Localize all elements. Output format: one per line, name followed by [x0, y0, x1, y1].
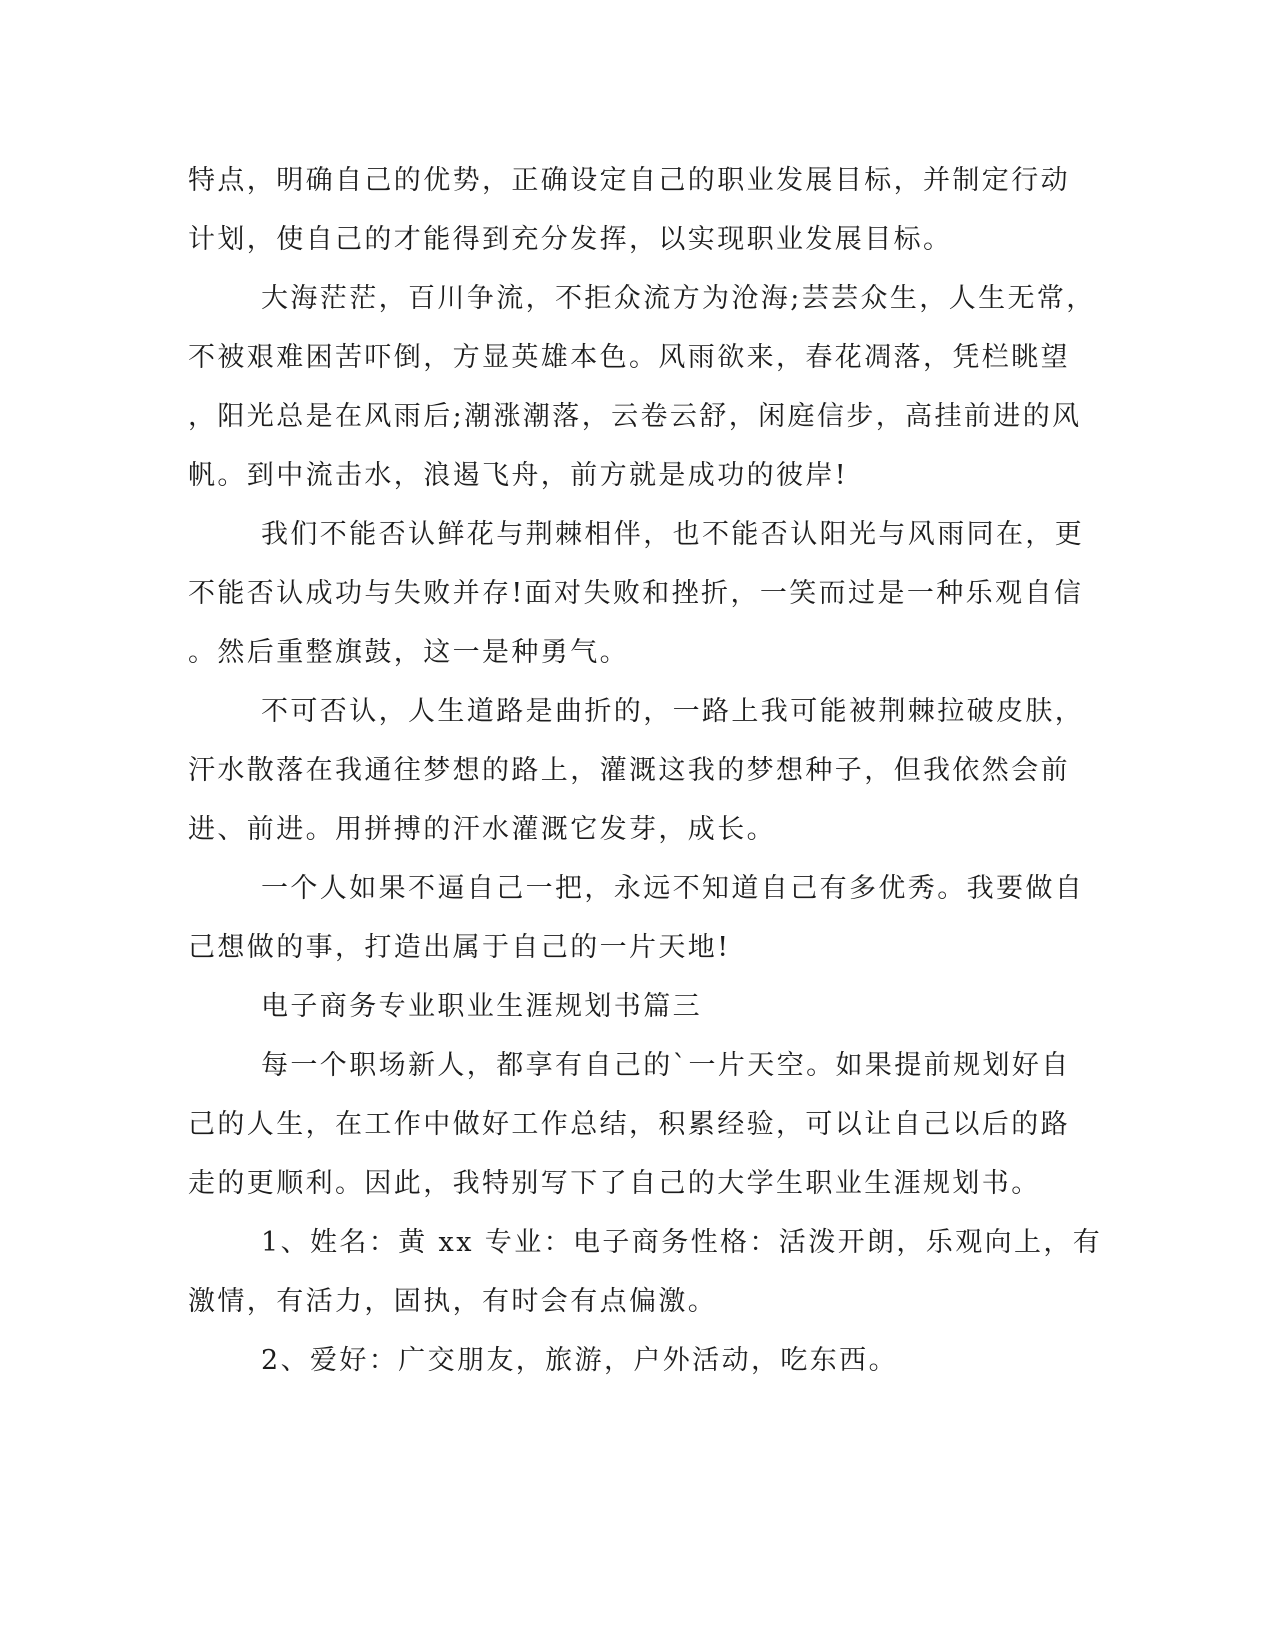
- paragraph-first-line: 我们不能否认鲜花与荆棘相伴，也不能否认阳光与风雨同在，更: [261, 519, 1085, 550]
- list-item-first-line: 2、爱好：广交朋友，旅游，户外活动，吃东西。: [261, 1345, 898, 1376]
- paragraph-first-line: 不可否认，人生道路是曲折的，一路上我可能被荆棘拉破皮肤，: [261, 696, 1085, 727]
- paragraph-first-line: 一个人如果不逼自己一把，永远不知道自己有多优秀。我要做自: [261, 873, 1085, 904]
- text-line: 计划，使自己的才能得到充分发挥，以实现职业发展目标。: [188, 224, 953, 255]
- list-item-first-line: 1、姓名：黄 xx 专业：电子商务性格：活泼开朗，乐观向上，有: [261, 1227, 1103, 1258]
- text-line: 走的更顺利。因此，我特别写下了自己的大学生职业生涯规划书。: [188, 1168, 1041, 1199]
- text-line: 特点，明确自己的优势，正确设定自己的职业发展目标，并制定行动: [188, 165, 1070, 196]
- text-line: 不被艰难困苦吓倒，方显英雄本色。风雨欲来，春花凋落，凭栏眺望: [188, 342, 1070, 373]
- text-line: 帆。到中流击水，浪遏飞舟，前方就是成功的彼岸!: [188, 460, 849, 491]
- text-line: 不能否认成功与失败并存!面对失败和挫折，一笑而过是一种乐观自信: [188, 578, 1084, 609]
- paragraph-first-line: 每一个职场新人，都享有自己的`一片天空。如果提前规划好自: [261, 1050, 1071, 1081]
- text-line: 。然后重整旗鼓，这一是种勇气。: [188, 637, 629, 668]
- text-line: 汗水散落在我通往梦想的路上，灌溉这我的梦想种子，但我依然会前: [188, 755, 1070, 786]
- text-line: 激情，有活力，固执，有时会有点偏激。: [188, 1286, 718, 1317]
- text-line: ，阳光总是在风雨后;潮涨潮落，云卷云舒，闲庭信步，高挂前进的风: [188, 401, 1082, 432]
- text-line: 进、前进。用拼搏的汗水灌溉它发芽，成长。: [188, 814, 776, 845]
- section-heading: 电子商务专业职业生涯规划书篇三: [261, 991, 702, 1022]
- paragraph-first-line: 大海茫茫，百川争流，不拒众流方为沧海;芸芸众生，人生无常，: [261, 283, 1096, 314]
- text-line: 己的人生，在工作中做好工作总结，积累经验，可以让自己以后的路: [188, 1109, 1070, 1140]
- text-line: 己想做的事，打造出属于自己的一片天地!: [188, 932, 731, 963]
